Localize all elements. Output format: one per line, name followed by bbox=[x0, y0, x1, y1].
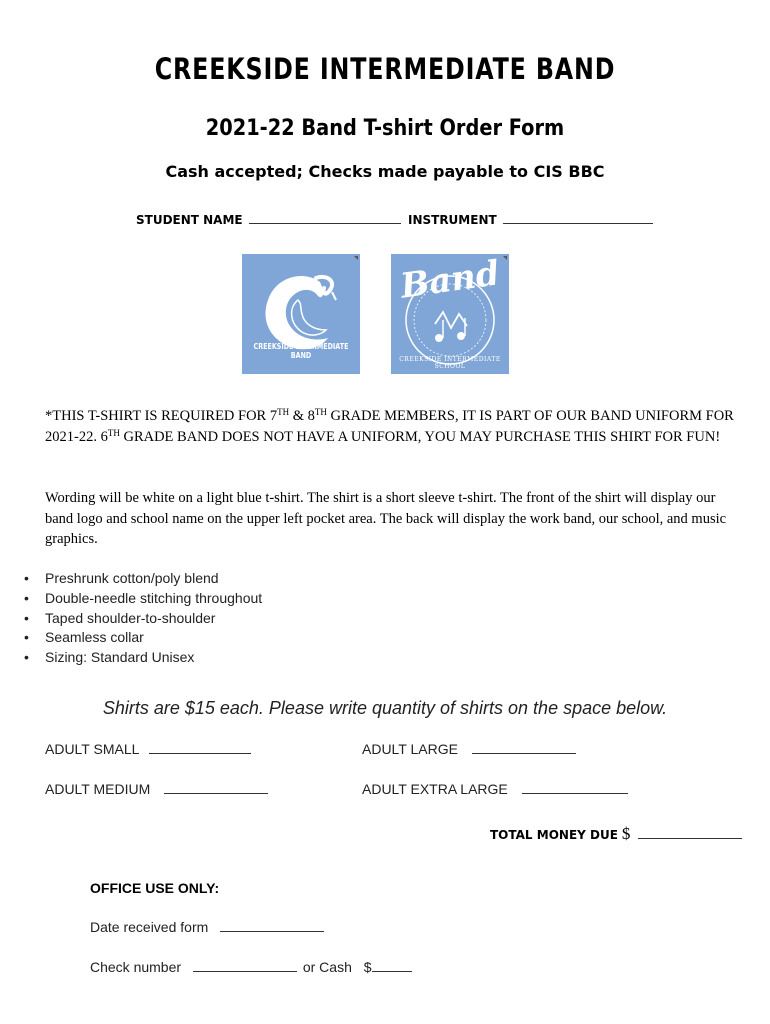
student-info-line bbox=[136, 211, 653, 227]
list-item: • Seamless collar bbox=[24, 628, 262, 648]
student-name-field[interactable] bbox=[249, 211, 401, 224]
price-note: Shirts are $15 each. Please write quantity of shirts on the space below. bbox=[102, 698, 668, 718]
check-number-field[interactable] bbox=[193, 959, 297, 972]
shirt-description: Wording will be white on a light blue t-shirt. The shirt is a short sleeve t-shirt. The front of the shirt will display our band logo and school name on the upper left pocket area. The back will display the work band, our school, and music graphics. bbox=[45, 490, 727, 547]
total-amount-field[interactable] bbox=[638, 826, 742, 839]
instrument-field[interactable] bbox=[503, 211, 653, 224]
adult-xlarge-qty-field[interactable] bbox=[522, 781, 628, 794]
total-currency: $ bbox=[621, 824, 631, 843]
adult-small-label: ADULT SMALL bbox=[45, 741, 139, 757]
adult-xlarge-row bbox=[362, 781, 628, 797]
required-notice: *THIS T-SHIRT IS REQUIRED FOR 7TH & 8TH GRADE MEMBERS, IT IS PART OF OUR BAND UNIFORM FOR 2021-22. 6TH GRADE BAND DOES NOT HAVE A UNIFORM, YOU MAY PURCHASE THIS SHIRT FOR FUN! bbox=[45, 407, 734, 445]
adult-medium-row bbox=[45, 781, 268, 797]
cash-label: or Cash bbox=[302, 959, 352, 975]
total-label: TOTAL MONEY DUE bbox=[490, 828, 618, 842]
check-number-label: Check number bbox=[90, 959, 182, 975]
logo1-caption: CREEKSIDE INTERMEDIATE BAND bbox=[253, 342, 349, 360]
adult-xlarge-label: ADULT EXTRA LARGE bbox=[362, 781, 508, 797]
student-name-label: STUDENT NAME bbox=[136, 213, 243, 227]
list-item: • Preshrunk cotton/poly blend bbox=[24, 569, 262, 589]
instrument-label: INSTRUMENT bbox=[407, 213, 497, 227]
adult-large-label: ADULT LARGE bbox=[362, 741, 458, 757]
date-received-field[interactable] bbox=[220, 919, 324, 932]
adult-large-row bbox=[362, 741, 576, 757]
feature-list bbox=[24, 569, 262, 668]
band-wave-logo bbox=[242, 254, 360, 374]
date-received-row bbox=[90, 919, 324, 935]
list-item: • Taped shoulder-to-shoulder bbox=[24, 609, 262, 629]
check-number-row bbox=[90, 959, 412, 975]
office-use-heading: OFFICE USE ONLY: bbox=[90, 880, 220, 896]
adult-small-qty-field[interactable] bbox=[149, 741, 251, 754]
logo2-ring-text: CREEKSIDE INTERMEDIATE SCHOOL bbox=[399, 356, 501, 370]
form-title: CREEKSIDE INTERMEDIATE BAND bbox=[154, 52, 616, 86]
payment-note: Cash accepted; Checks made payable to CIS BBC bbox=[165, 162, 605, 181]
adult-medium-qty-field[interactable] bbox=[164, 781, 268, 794]
adult-medium-label: ADULT MEDIUM bbox=[45, 781, 151, 797]
cash-amount-field[interactable] bbox=[372, 959, 412, 972]
date-received-label: Date received form bbox=[90, 919, 209, 935]
form-subtitle: 2021-22 Band T-shirt Order Form bbox=[205, 116, 565, 141]
adult-small-row bbox=[45, 741, 251, 757]
list-item: • Double-needle stitching throughout bbox=[24, 589, 262, 609]
logo2-script: Band bbox=[398, 253, 502, 307]
total-money-due bbox=[490, 824, 742, 844]
adult-large-qty-field[interactable] bbox=[472, 741, 576, 754]
cash-currency: $ bbox=[363, 959, 372, 975]
band-script-logo bbox=[391, 254, 509, 374]
list-item: • Sizing: Standard Unisex bbox=[24, 648, 262, 668]
